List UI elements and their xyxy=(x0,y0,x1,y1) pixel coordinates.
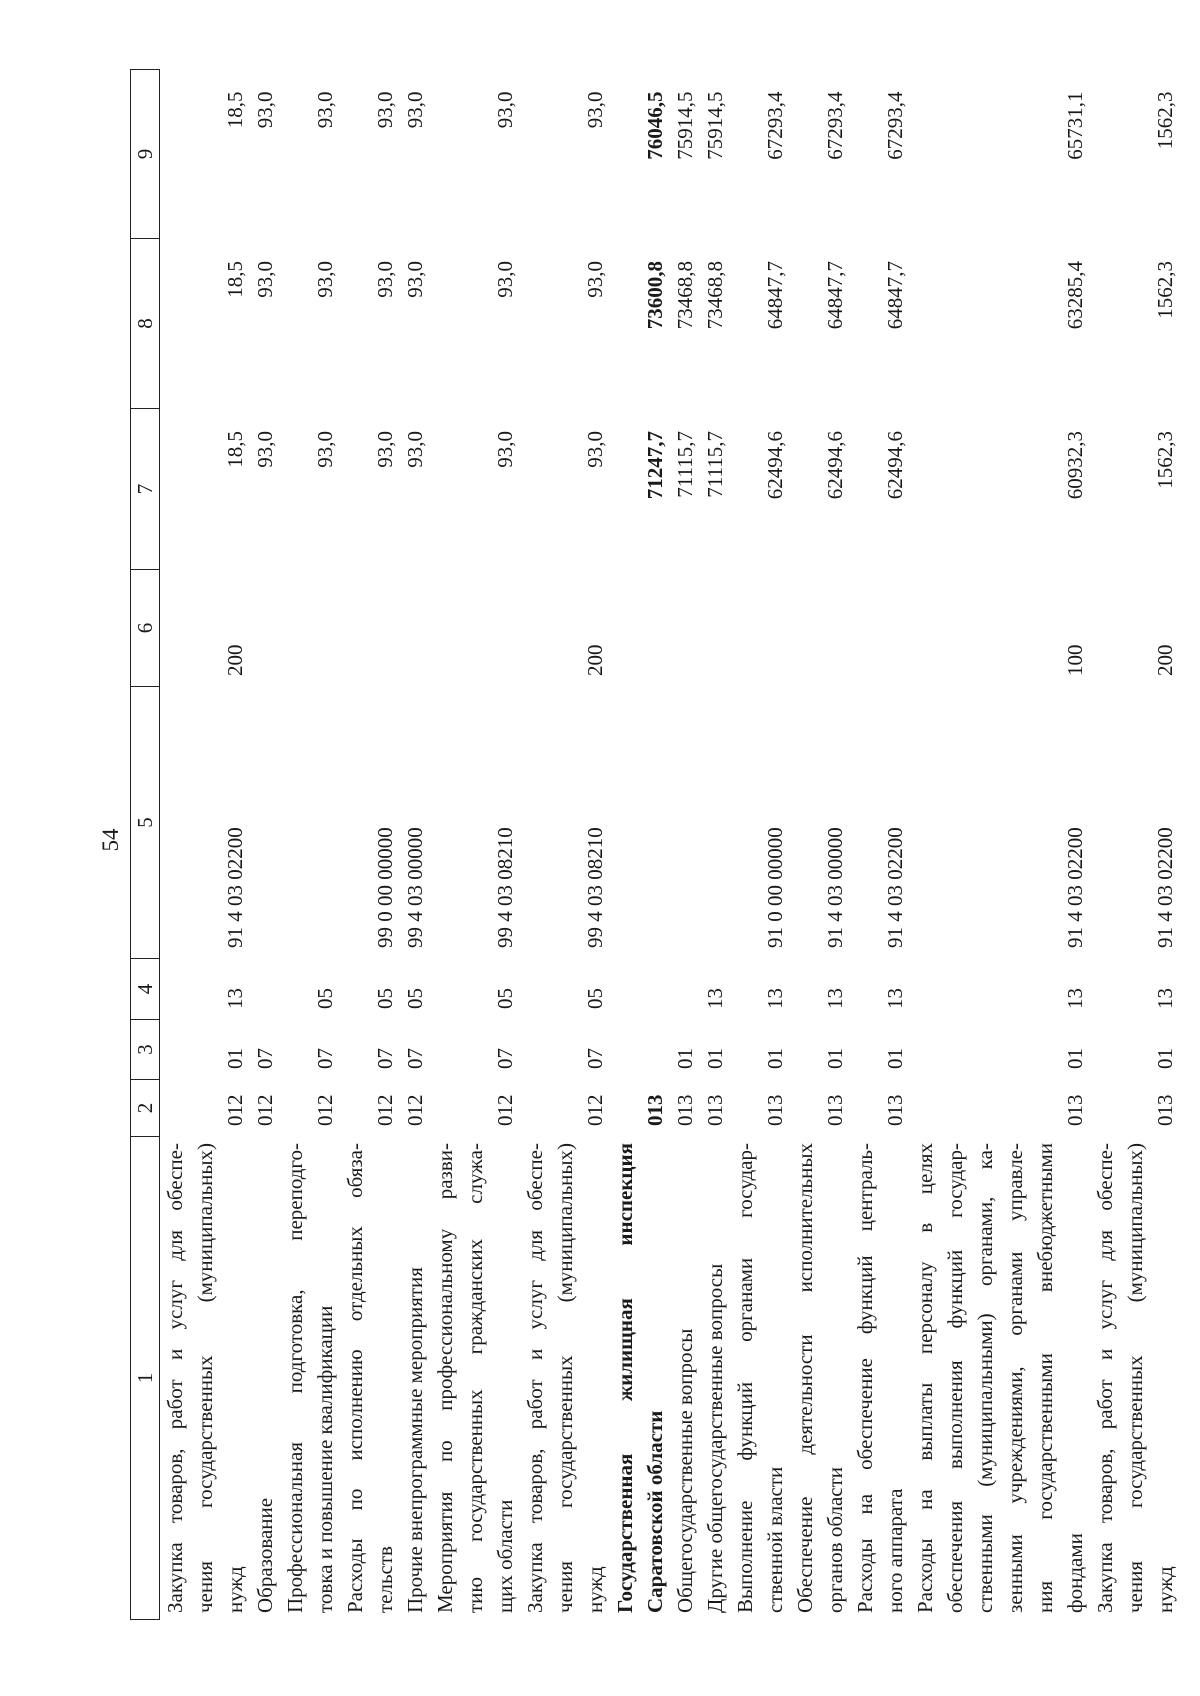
table-row xyxy=(730,70,790,1620)
section-code-cell: 07 xyxy=(313,1048,337,1069)
amount-col9-cell: 93,0 xyxy=(583,91,607,129)
row-name-line: Образование xyxy=(253,1497,277,1613)
row-name-cell xyxy=(340,1137,400,1620)
expense-type-cell xyxy=(670,570,700,687)
amount-col7-cell: 93,0 xyxy=(493,431,517,468)
amount-col8-cell: 64847,7 xyxy=(883,261,907,330)
amount-col9-cell: 18,5 xyxy=(223,91,247,129)
section-code-cell: 07 xyxy=(493,1048,517,1069)
target-article-cell: 91 4 03 00000 xyxy=(823,827,847,948)
amount-col7-cell: 62494,6 xyxy=(883,431,907,500)
section-code-cell: 07 xyxy=(583,1048,607,1069)
department-code-cell: 013 xyxy=(763,1094,787,1126)
column-header-4: 4 xyxy=(131,959,160,1020)
amount-col9-cell: 75914,5 xyxy=(673,91,697,160)
amount-col9-cell: 76046,5 xyxy=(643,91,667,160)
row-name-line: тельств xyxy=(373,1546,397,1613)
expense-type-cell: 200 xyxy=(583,644,607,676)
department-code-cell: 013 xyxy=(823,1094,847,1126)
amount-col9-cell: 93,0 xyxy=(253,91,277,129)
row-name-cell xyxy=(520,1137,610,1620)
target-article-cell xyxy=(280,687,340,959)
amount-col8-cell: 93,0 xyxy=(493,261,517,298)
amount-col8-cell: 93,0 xyxy=(403,261,427,298)
amount-col9-cell: 65731,1 xyxy=(1063,91,1087,160)
row-name-line: тию государственных гражданских служа- xyxy=(463,1143,487,1613)
expense-type-cell xyxy=(610,570,670,687)
section-code-cell: 01 xyxy=(1063,1048,1087,1069)
department-code-cell: 013 xyxy=(673,1094,697,1126)
amount-col9-cell: 93,0 xyxy=(403,91,427,129)
subsection-code-cell: 13 xyxy=(883,988,907,1009)
row-name-line: Мероприятия по профессиональному разви- xyxy=(433,1143,457,1613)
department-code-cell: 013 xyxy=(883,1094,907,1126)
subsection-code-cell: 05 xyxy=(373,988,397,1009)
row-name-line: товка и повышение квалификации xyxy=(313,1305,337,1613)
table-row xyxy=(850,70,910,1620)
amount-col9-cell: 67293,4 xyxy=(763,91,787,160)
row-name-line: Закупка товаров, работ и услуг для обеспе- xyxy=(163,1143,187,1613)
row-name-line: ния государственными внебюджетными xyxy=(1033,1143,1057,1613)
row-name-line: Прочие внепрограммные мероприятия xyxy=(403,1267,427,1613)
table-body xyxy=(160,70,1181,1620)
table-row xyxy=(700,70,730,1620)
row-name-line: Выполнение функций органами государ- xyxy=(733,1143,757,1613)
expense-type-cell xyxy=(850,570,910,687)
department-code-cell: 012 xyxy=(253,1094,277,1126)
row-name-line: чения государственных (муниципальных) xyxy=(193,1143,217,1613)
row-name-line: ного аппарата xyxy=(883,1488,907,1613)
expense-type-cell xyxy=(280,570,340,687)
amount-col9-cell: 93,0 xyxy=(493,91,517,129)
amount-col7-cell: 1562,3 xyxy=(1153,431,1177,489)
row-name-cell xyxy=(610,1137,670,1620)
row-name-cell xyxy=(280,1137,340,1620)
row-name-cell xyxy=(700,1137,730,1620)
column-header-2: 2 xyxy=(131,1080,160,1137)
section-code-cell: 01 xyxy=(223,1048,247,1069)
row-name-line: Закупка товаров, работ и услуг для обеспе- xyxy=(1093,1143,1117,1613)
section-code-cell xyxy=(610,1020,670,1080)
table-row xyxy=(910,70,1090,1620)
column-header-1: 1 xyxy=(131,1137,160,1620)
subsection-code-cell: 13 xyxy=(703,988,727,1009)
section-code-cell: 01 xyxy=(763,1048,787,1069)
department-code-cell: 013 xyxy=(703,1094,727,1126)
target-article-cell: 91 4 03 02200 xyxy=(1063,827,1087,948)
amount-col8-cell: 93,0 xyxy=(253,261,277,298)
table-row xyxy=(520,70,610,1620)
section-code-cell: 01 xyxy=(673,1048,697,1069)
amount-col7-cell: 71115,7 xyxy=(673,431,697,498)
row-name-line: Расходы по исполнению отдельных обяза- xyxy=(343,1143,367,1613)
target-article-cell: 99 4 03 00000 xyxy=(403,827,427,948)
table-row xyxy=(1090,70,1180,1620)
column-header-7: 7 xyxy=(131,409,160,570)
section-code-cell: 07 xyxy=(373,1048,397,1069)
amount-col8-cell: 93,0 xyxy=(583,261,607,298)
amount-col8-cell: 73468,8 xyxy=(703,261,727,330)
expense-type-cell xyxy=(700,570,730,687)
amount-col9-cell: 67293,4 xyxy=(823,91,847,160)
section-code-cell: 07 xyxy=(403,1048,427,1069)
row-name-cell xyxy=(910,1137,1090,1620)
row-name-line: чения государственных (муниципальных) xyxy=(1123,1143,1147,1613)
department-code-cell: 013 xyxy=(1063,1094,1087,1126)
expense-type-cell xyxy=(250,570,280,687)
row-name-line: Закупка товаров, работ и услуг для обеспе- xyxy=(523,1143,547,1613)
target-article-cell: 91 4 03 02200 xyxy=(223,827,247,948)
amount-col8-cell: 93,0 xyxy=(373,261,397,298)
row-name-line: обеспечения выполнения функций государ- xyxy=(943,1143,967,1613)
table-row xyxy=(790,70,850,1620)
subsection-code-cell xyxy=(250,959,280,1020)
row-name-line: фондами xyxy=(1063,1533,1087,1613)
row-name-cell xyxy=(1090,1137,1180,1620)
section-code-cell: 01 xyxy=(883,1048,907,1069)
table-row xyxy=(340,70,400,1620)
row-name-line: Другие общегосударственные вопросы xyxy=(703,1263,727,1613)
department-code-cell: 013 xyxy=(1153,1094,1177,1126)
target-article-cell xyxy=(610,687,670,959)
amount-col9-cell: 93,0 xyxy=(313,91,337,129)
subsection-code-cell: 13 xyxy=(1063,988,1087,1009)
expense-type-cell xyxy=(730,570,790,687)
row-name-line: Обеспечение деятельности исполнительных xyxy=(793,1143,817,1613)
target-article-cell: 91 0 00 00000 xyxy=(763,827,787,948)
department-code-cell: 012 xyxy=(493,1094,517,1126)
subsection-code-cell: 13 xyxy=(223,988,247,1009)
row-name-cell xyxy=(670,1137,700,1620)
amount-col7-cell: 71247,7 xyxy=(643,431,667,500)
row-name-line: зенными учреждениями, органами управле- xyxy=(1003,1143,1027,1613)
table-row xyxy=(610,70,670,1620)
subsection-code-cell: 05 xyxy=(403,988,427,1009)
subsection-code-cell: 13 xyxy=(823,988,847,1009)
amount-col7-cell: 93,0 xyxy=(313,431,337,468)
budget-table xyxy=(130,69,1180,1620)
expense-type-cell: 200 xyxy=(1153,644,1177,676)
amount-col7-cell: 62494,6 xyxy=(763,431,787,500)
target-article-cell: 99 0 00 00000 xyxy=(373,827,397,948)
row-name-line: щих области xyxy=(493,1499,517,1613)
column-header-3: 3 xyxy=(131,1020,160,1080)
column-header-5: 5 xyxy=(131,687,160,959)
amount-col7-cell: 62494,6 xyxy=(823,431,847,500)
row-name-line: нужд xyxy=(583,1566,607,1613)
rotated-page-content xyxy=(98,70,1177,1620)
amount-col7-cell: 93,0 xyxy=(583,431,607,468)
column-header-9: 9 xyxy=(131,70,160,239)
expense-type-cell xyxy=(790,570,850,687)
row-name-cell xyxy=(250,1137,280,1620)
target-article-cell xyxy=(700,687,730,959)
column-header-6: 6 xyxy=(131,570,160,687)
expense-type-cell xyxy=(430,570,520,687)
target-article-cell: 99 4 03 08210 xyxy=(583,827,607,948)
row-name-cell xyxy=(400,1137,430,1620)
row-name-cell xyxy=(160,1137,251,1620)
amount-col9-cell: 1562,3 xyxy=(1153,91,1177,150)
target-article-cell: 91 4 03 02200 xyxy=(883,827,907,948)
row-name-cell xyxy=(790,1137,850,1620)
table-row xyxy=(280,70,340,1620)
amount-col9-cell: 67293,4 xyxy=(883,91,907,160)
page-number: 54 xyxy=(98,828,123,852)
subsection-code-cell: 13 xyxy=(1153,988,1177,1009)
amount-col7-cell: 93,0 xyxy=(373,431,397,468)
amount-col8-cell: 18,5 xyxy=(223,261,247,298)
subsection-code-cell: 05 xyxy=(493,988,517,1009)
column-header-8: 8 xyxy=(131,239,160,409)
row-name-line: Саратовской области xyxy=(643,1410,667,1613)
section-code-cell: 07 xyxy=(253,1048,277,1069)
department-code-cell: 012 xyxy=(403,1094,427,1126)
section-code-cell: 01 xyxy=(1153,1048,1177,1069)
amount-col7-cell: 18,5 xyxy=(223,431,247,468)
section-code-cell: 01 xyxy=(823,1048,847,1069)
target-article-cell: 91 4 03 02200 xyxy=(1153,827,1177,948)
row-name-line: чения государственных (муниципальных) xyxy=(553,1143,577,1613)
amount-col8-cell: 63285,4 xyxy=(1063,261,1087,330)
row-name-line: ственными (муниципальными) органами, ка- xyxy=(973,1143,997,1613)
row-name-line: Государственная жилищная инспекция xyxy=(613,1143,637,1613)
subsection-code-cell: 13 xyxy=(763,988,787,1009)
expense-type-cell: 200 xyxy=(223,644,247,676)
row-name-line: Расходы на выплаты персоналу в целях xyxy=(913,1143,937,1613)
table-row xyxy=(670,70,700,1620)
department-code-cell: 013 xyxy=(643,1094,667,1126)
row-name-line: нужд xyxy=(223,1566,247,1613)
row-name-cell xyxy=(850,1137,910,1620)
department-code-cell: 012 xyxy=(223,1094,247,1126)
row-name-line: нужд xyxy=(1153,1566,1177,1613)
row-name-cell xyxy=(430,1137,520,1620)
row-name-line: органов области xyxy=(823,1466,847,1613)
amount-col8-cell: 1562,3 xyxy=(1153,261,1177,319)
subsection-code-cell: 05 xyxy=(583,988,607,1009)
amount-col7-cell: 93,0 xyxy=(253,431,277,468)
target-article-cell xyxy=(250,687,280,959)
amount-col7-cell: 60932,3 xyxy=(1063,431,1087,500)
target-article-cell: 99 4 03 08210 xyxy=(493,827,517,948)
amount-col8-cell: 73468,8 xyxy=(673,261,697,330)
row-name-line: ственной власти xyxy=(763,1466,787,1613)
amount-col8-cell: 93,0 xyxy=(313,261,337,298)
subsection-code-cell: 05 xyxy=(313,988,337,1009)
department-code-cell: 012 xyxy=(313,1094,337,1126)
department-code-cell: 012 xyxy=(373,1094,397,1126)
expense-type-cell xyxy=(340,570,400,687)
table-row xyxy=(430,70,520,1620)
section-code-cell: 01 xyxy=(703,1048,727,1069)
subsection-code-cell xyxy=(670,959,700,1020)
subsection-code-cell xyxy=(610,959,670,1020)
table-row xyxy=(250,70,280,1620)
target-article-cell xyxy=(670,687,700,959)
department-code-cell: 012 xyxy=(583,1094,607,1126)
row-name-line: Профессиональная подготовка, переподго- xyxy=(283,1143,307,1613)
expense-type-cell xyxy=(400,570,430,687)
amount-col7-cell: 93,0 xyxy=(403,431,427,468)
amount-col9-cell: 93,0 xyxy=(373,91,397,129)
row-name-line: Расходы на обеспечение функций централь- xyxy=(853,1143,877,1613)
amount-col9-cell: 75914,5 xyxy=(703,91,727,160)
amount-col8-cell: 73600,8 xyxy=(643,261,667,330)
row-name-cell xyxy=(730,1137,790,1620)
expense-type-cell: 100 xyxy=(1063,644,1087,676)
table-row xyxy=(160,70,251,1620)
amount-col7-cell: 71115,7 xyxy=(703,431,727,498)
amount-col8-cell: 64847,7 xyxy=(763,261,787,330)
table-row xyxy=(400,70,430,1620)
row-name-line: Общегосударственные вопросы xyxy=(673,1328,697,1613)
amount-col8-cell: 64847,7 xyxy=(823,261,847,330)
table-header-row xyxy=(131,70,160,1620)
